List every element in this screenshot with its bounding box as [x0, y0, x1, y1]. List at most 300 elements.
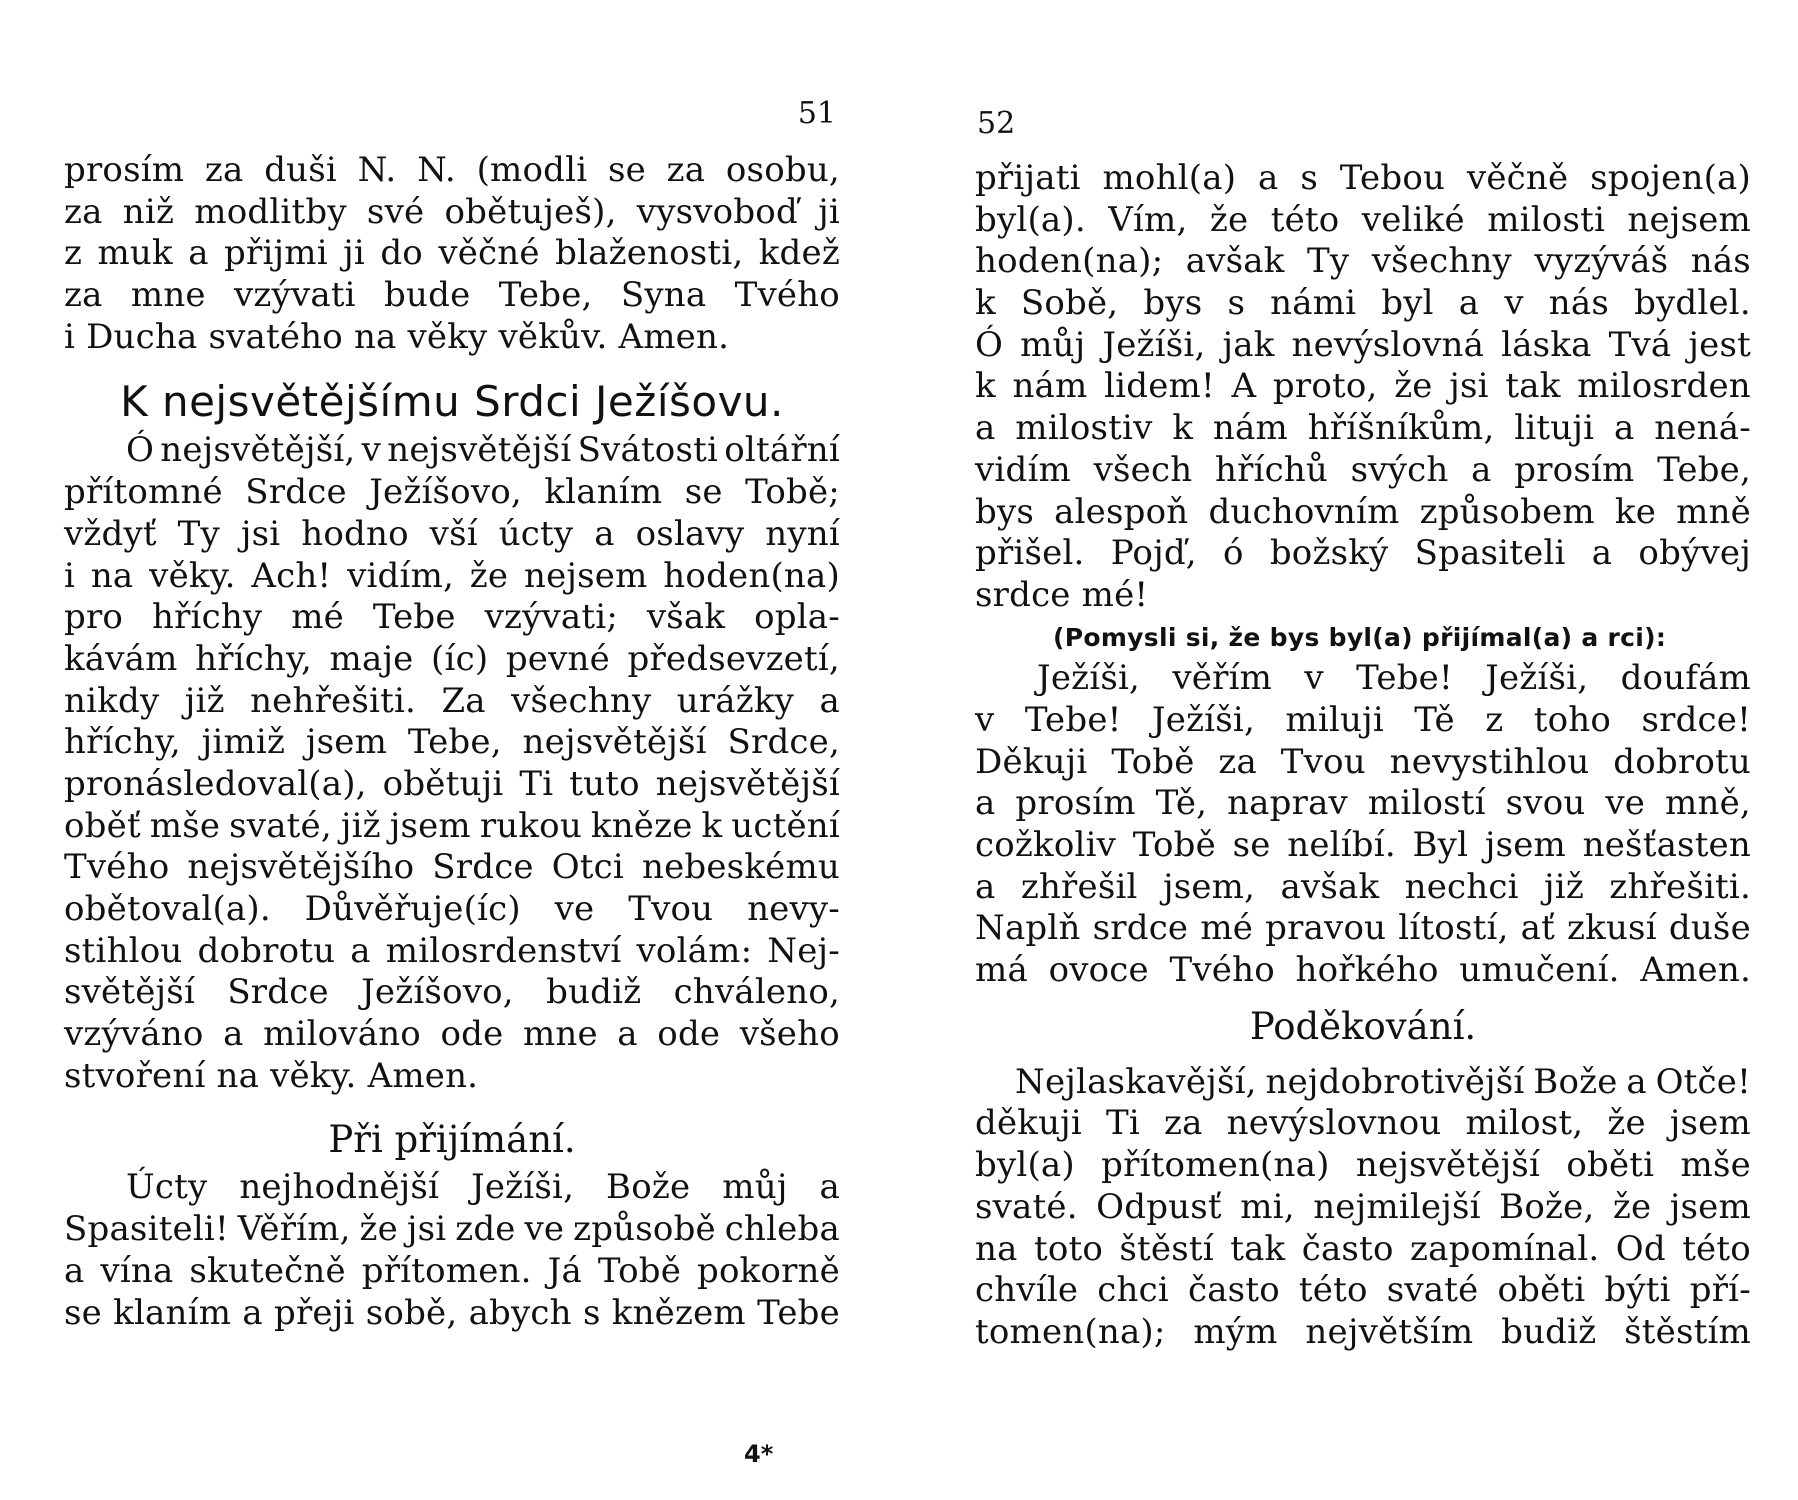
word: přítomen(na) [1101, 1145, 1330, 1186]
word: přítomné [64, 472, 223, 513]
word: mně [1676, 491, 1751, 532]
word: Naplň [975, 908, 1081, 949]
word: ji [343, 233, 365, 274]
word: a [975, 783, 996, 824]
text-line [975, 366, 1751, 408]
word: rukou [479, 805, 582, 846]
word: mé [1200, 908, 1254, 949]
word: Ježíši, [1037, 658, 1141, 699]
word: zde [455, 1209, 516, 1250]
word: k [975, 283, 996, 324]
word: Tě, [1155, 783, 1208, 824]
word: jimiž [201, 722, 286, 763]
word: nám [1212, 408, 1288, 449]
text-line [64, 1056, 840, 1098]
word: Tobě [1132, 825, 1216, 865]
word: skutečně [189, 1250, 346, 1291]
word: Nejlaskavější, [1015, 1061, 1257, 1102]
text-line [975, 241, 1751, 283]
word: stihlou [64, 930, 183, 971]
word: prosím [64, 150, 185, 190]
word: jsem, [1162, 866, 1256, 907]
word: mně, [1665, 783, 1751, 824]
word: věřím [1172, 658, 1273, 699]
word: svaté, [229, 805, 332, 846]
word: že [469, 555, 509, 596]
word: nejmilejší [1313, 1186, 1481, 1227]
word: jsem [305, 722, 388, 763]
word: alespoň [1054, 491, 1189, 532]
communion-paragraph [64, 1167, 840, 1334]
word: již [1544, 866, 1584, 907]
text-line [64, 150, 840, 192]
word: Srdce [432, 847, 534, 888]
word: pravou [1265, 908, 1387, 949]
word: již [340, 805, 381, 846]
word: mým [1193, 1311, 1278, 1352]
text-line [64, 889, 840, 931]
text-line [64, 1014, 840, 1056]
word: obývej [1638, 533, 1751, 574]
word: Bože [606, 1167, 691, 1208]
word: a [1458, 283, 1480, 324]
word: toho [1533, 699, 1612, 740]
word: všech [1093, 449, 1193, 490]
word: milosti [1487, 199, 1606, 240]
word: Já [547, 1250, 582, 1291]
word: nás [1548, 283, 1610, 324]
word: Tobě [1111, 741, 1195, 782]
word: mne [130, 275, 206, 316]
word: srdce [975, 574, 1071, 615]
word: všeho [739, 1014, 840, 1055]
word: volám: [636, 930, 753, 971]
word: Důvěřuje(íc) [304, 889, 521, 929]
word: nevystihlou [1389, 741, 1590, 782]
word: největším [1305, 1311, 1474, 1352]
word: za [1164, 1103, 1203, 1144]
word: že [1607, 1103, 1646, 1144]
page-number-right: 52 [977, 106, 1016, 141]
word: za [666, 150, 706, 190]
word: umučení. [1459, 950, 1620, 991]
word: chváleno, [673, 972, 840, 1013]
word: obětuji [382, 763, 504, 804]
word: se [684, 472, 723, 513]
word: vysvoboď [636, 191, 798, 232]
word: Byl [1412, 825, 1469, 865]
word: však [646, 597, 726, 638]
word: Spasiteli [1414, 533, 1566, 574]
text-line [975, 492, 1751, 534]
word: a [242, 1292, 263, 1333]
word: miluji [1285, 699, 1384, 740]
word: věkův. [498, 316, 608, 357]
word: milováno [263, 1014, 421, 1055]
word: nená- [1654, 408, 1751, 449]
word: nejsvětější [522, 722, 707, 763]
continuation-paragraph [975, 158, 1751, 617]
text-line [975, 283, 1751, 325]
word: Ó [126, 430, 155, 471]
heart-heading: K nejsvětějšímu Srdci Ježíšovu. [120, 377, 784, 427]
word: zhřešil [1020, 866, 1138, 907]
word: vzývati; [484, 597, 618, 638]
word: dobrotu [197, 930, 336, 971]
word: Spasiteli! [64, 1209, 229, 1250]
word: jsi [1449, 366, 1489, 407]
thanks-paragraph [975, 1062, 1751, 1354]
word: Tebe, [1657, 449, 1751, 490]
word: hříchy [151, 597, 263, 638]
word: hříchy, [195, 638, 312, 679]
word: jsem [1484, 825, 1566, 865]
text-line [975, 700, 1751, 742]
text-line [64, 1251, 840, 1293]
word: úcty [498, 513, 574, 554]
word: nevy- [747, 889, 840, 929]
word: prosím [1514, 449, 1635, 490]
word: se [64, 1292, 102, 1333]
word: Amen. [1640, 950, 1751, 991]
word: ve [554, 889, 595, 929]
word: ve [1605, 783, 1646, 824]
word: Ježíši, [1151, 699, 1255, 740]
text-line [975, 825, 1751, 867]
word: vší [429, 513, 478, 554]
text-line [64, 472, 840, 514]
word: Tvého [64, 847, 170, 888]
text-line [975, 658, 1751, 700]
word: přišel. [975, 533, 1085, 574]
word: a [350, 930, 371, 971]
word: Ježíšovo, [361, 972, 514, 1013]
word: Tobě [597, 1250, 682, 1291]
word: Sobě, [1020, 283, 1119, 324]
word: s [582, 1292, 601, 1333]
word: proto, [1272, 366, 1378, 407]
word: z [64, 233, 83, 274]
word: pří- [1689, 1270, 1751, 1311]
word: Tvá [1608, 324, 1672, 365]
word: oběť [64, 805, 141, 846]
word: na [90, 555, 134, 596]
word: Ó [975, 324, 1004, 365]
word: nejsvětější [387, 430, 572, 471]
word: mi, [1240, 1186, 1295, 1227]
word: srdce [1092, 908, 1189, 949]
word: pronásledoval(a), [64, 763, 367, 804]
right-page [975, 0, 1751, 1500]
word: i [64, 316, 76, 357]
word: Ježíši, [1102, 324, 1206, 365]
word: ode [657, 1014, 721, 1055]
word: zhřešiti. [1609, 866, 1751, 907]
word: jak [1222, 324, 1275, 365]
word: nejsvětější [1355, 1145, 1541, 1186]
word: ke [1614, 491, 1657, 532]
word: duši [264, 150, 337, 190]
word: způsobem [1419, 491, 1595, 532]
word: blaženosti, [555, 233, 744, 274]
word: již [184, 680, 225, 721]
word: a [64, 1250, 85, 1291]
word: chleba [724, 1209, 840, 1250]
word: a [1626, 1061, 1647, 1102]
word: za [204, 150, 244, 190]
text-line [975, 575, 1751, 617]
word: Pojď, [1110, 533, 1197, 574]
word: Amen. [618, 316, 730, 357]
word: božský [1269, 533, 1389, 574]
word: kněze [590, 805, 693, 846]
word: k [701, 805, 723, 846]
text-line [64, 764, 840, 806]
word: nyní [765, 513, 840, 554]
word: bydlel. [1634, 283, 1751, 324]
word: Tě [1414, 699, 1455, 740]
word: ode [440, 1014, 504, 1055]
text-line [64, 1293, 840, 1335]
word: nikdy [64, 680, 160, 721]
word: chci [1097, 1270, 1169, 1311]
word: pokorně [697, 1250, 840, 1291]
text-line [975, 158, 1751, 200]
word: a [1591, 533, 1613, 574]
word: milosrdenství [385, 930, 622, 971]
word: vzýváno [64, 1014, 204, 1055]
word: Srdce [227, 972, 329, 1013]
word: vzývati [234, 275, 356, 316]
word: vidím, [347, 555, 455, 596]
text-line [64, 972, 840, 1014]
word: budiž [546, 972, 642, 1013]
word: Ježíši, [471, 1167, 575, 1208]
word: přijati [975, 158, 1081, 198]
word: často [1187, 1270, 1280, 1311]
word: své [366, 191, 425, 232]
word: ať [1520, 908, 1555, 949]
word: avšak [1280, 866, 1380, 907]
word: kávám [64, 638, 178, 679]
word: toto [1033, 1228, 1104, 1269]
word: Tebou [1339, 158, 1446, 198]
thanks-heading: Poděkování. [1249, 1004, 1477, 1048]
text-line [975, 1270, 1751, 1312]
signature-mark: 4* [744, 1440, 774, 1468]
word: Odpusť [1096, 1186, 1222, 1227]
word: světější [64, 972, 196, 1013]
word: způsobě [573, 1209, 716, 1250]
text-line [975, 1103, 1751, 1145]
word: Tvého [734, 275, 840, 316]
word: Otče! [1655, 1061, 1751, 1102]
word: nešťasten [1582, 825, 1751, 865]
word: niž [122, 191, 175, 232]
word: na [975, 1228, 1018, 1269]
word: svou [1505, 783, 1586, 824]
word: vína [100, 1250, 174, 1291]
text-line [64, 317, 840, 359]
word: nejsvětější, [160, 430, 356, 471]
word: Děkuji [975, 741, 1088, 782]
text-line [975, 533, 1751, 575]
word: věčně [1466, 158, 1569, 198]
word: spojen(a) [1590, 158, 1751, 198]
word: hříchů [1214, 449, 1329, 490]
text-line [975, 325, 1751, 367]
word: jsem [1669, 1186, 1751, 1227]
word: bys [1143, 283, 1203, 324]
word: vždyť [64, 513, 157, 554]
word: chvíle [975, 1270, 1079, 1311]
text-line [64, 806, 840, 848]
word: láska [1501, 324, 1592, 365]
text-line [64, 639, 840, 681]
word: tomen(na); [975, 1311, 1166, 1352]
word: s [1300, 158, 1318, 198]
word: Tebe, [498, 275, 593, 316]
word: Za [441, 680, 486, 721]
word: v [1504, 283, 1524, 324]
word: že [359, 1209, 398, 1250]
word: tuto [569, 763, 640, 804]
word: svaté. [975, 1186, 1078, 1227]
text-line [975, 200, 1751, 242]
word: veliké [1361, 199, 1465, 240]
word: všechny [511, 680, 652, 721]
word: Bože [1533, 1061, 1618, 1102]
word: přijmi [224, 233, 328, 274]
word: do [380, 233, 423, 274]
word: zapomínal. [1410, 1228, 1600, 1269]
word: Tvou [1280, 741, 1366, 782]
word: avšak [1185, 241, 1285, 282]
word: urážky [676, 680, 795, 721]
word: uctění [731, 805, 840, 846]
text-line [64, 1167, 840, 1209]
word: jsem [389, 805, 471, 846]
word: s [1227, 283, 1246, 324]
page-number-left: 51 [797, 96, 836, 131]
word: Tebe! [1356, 658, 1453, 699]
word: klaním [113, 1292, 232, 1333]
word: se [1232, 825, 1271, 865]
text-line [64, 192, 840, 234]
word: a [188, 233, 209, 274]
word: modlitby [194, 191, 347, 232]
word: býti [1604, 1270, 1671, 1311]
word: nechci [1404, 866, 1519, 907]
word: a [617, 1014, 638, 1055]
word: této [1270, 199, 1340, 240]
word: věčné [438, 233, 540, 274]
word: nejsvětějšího [187, 847, 415, 888]
word: Ti [519, 763, 554, 804]
word: štěstím [1624, 1311, 1751, 1352]
word: prosím [1015, 783, 1136, 824]
text-line [975, 408, 1751, 450]
word: mše [1680, 1145, 1751, 1186]
text-line [64, 1209, 840, 1251]
word: svaté [1386, 1270, 1479, 1311]
intro-paragraph [64, 150, 840, 358]
word: tak [1505, 366, 1561, 407]
word: oltářní [724, 430, 840, 471]
text-line [64, 514, 840, 556]
word: že [1394, 366, 1433, 407]
left-page [64, 0, 840, 1500]
word: hříšníkům, [1307, 408, 1495, 449]
word: byl [1381, 283, 1434, 324]
word: a [819, 680, 840, 721]
text-line [975, 742, 1751, 784]
word: mne [522, 1014, 598, 1055]
word: Vím, [1108, 199, 1188, 240]
word: hoden(na); [975, 241, 1164, 282]
word: vyzýváš [1534, 241, 1669, 282]
word: lituji [1514, 408, 1595, 449]
word: kdež [758, 233, 840, 274]
text-line [975, 450, 1751, 492]
communion-heading: Při přijímání. [328, 1118, 576, 1162]
word: mé! [1081, 574, 1149, 615]
word: nevýslovnou [1226, 1103, 1442, 1144]
word: milostí [1367, 783, 1486, 824]
word: hříchy, [64, 722, 181, 763]
word: nás [1690, 241, 1751, 282]
word: byl(a) [975, 1145, 1075, 1186]
word: tak [1230, 1228, 1286, 1269]
word: nevýslovná [1291, 324, 1485, 365]
text-line [64, 556, 840, 598]
instruction-note: (Pomysli si, že bys byl(a) přijímal(a) a rci): [1053, 622, 1667, 652]
word: ovoce [1048, 950, 1149, 991]
word: často [1301, 1228, 1394, 1269]
word: oslavy [635, 513, 745, 554]
word: v [1304, 658, 1324, 699]
word: N. [357, 150, 397, 190]
word: Syna [620, 275, 707, 316]
word: duchovním [1208, 491, 1400, 532]
text-line [64, 275, 840, 317]
word: knězem [611, 1292, 746, 1333]
word: a [975, 866, 996, 907]
word: nejsem [523, 555, 648, 596]
word: jsem [1669, 1103, 1751, 1144]
text-line [64, 430, 840, 472]
word: ji [818, 191, 840, 232]
word: duše [1668, 908, 1751, 949]
word: ve [524, 1209, 565, 1250]
text-line [64, 847, 840, 889]
word: ó [1222, 533, 1244, 574]
word: hodno [301, 513, 409, 554]
text-line [64, 597, 840, 639]
word: oběti [1566, 1145, 1655, 1186]
word: Od [1615, 1228, 1666, 1269]
word: opla- [754, 597, 840, 638]
word: věky. [149, 555, 236, 596]
word: nejhodnější [239, 1167, 440, 1208]
word: můj [1020, 324, 1086, 365]
word: námi [1270, 283, 1357, 324]
text-line [975, 1229, 1751, 1271]
word: Tobě; [745, 472, 840, 513]
word: obětuješ), [444, 191, 617, 232]
word: oběti [1497, 1270, 1586, 1311]
word: N. [417, 150, 456, 190]
